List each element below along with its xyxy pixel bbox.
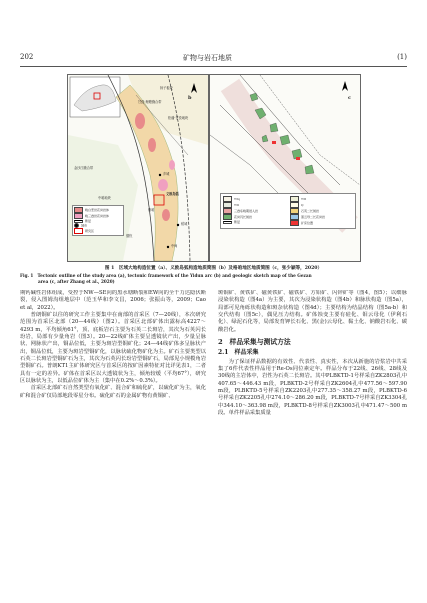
map-b-label-zhongdian: 中甸 (171, 244, 178, 248)
right-column (218, 290, 407, 590)
legend-c-item: 花岗闪长斑岩 (223, 214, 286, 220)
panel-b-label: b (188, 95, 192, 101)
legend-c-item: 断层 (223, 220, 286, 226)
map-b-label-yidun: 义敦岛弧 (166, 192, 179, 196)
geologic-map-c-graphic (210, 75, 360, 261)
paragraph: 普朗铜矿以往的研究工作主要集中在南部的首采区（7—20线），本次研究范围为首采区北部（20—44线）（图2）。首采区北部矿体出露标高4227～4293 m，平均倾角61°，顶、底板岩石主要为石英二长斑岩，其次为石英闪长玢岩，局部有少量角岩（图3）。20—22线矿体主要呈透镜状产出，少量呈脉状、网脉状产出，铜品位低，主要为斑岩型铜矿化；24—44线矿体多呈脉状产出，铜品位低，主要为斑岩型铜矿化，以脉状硫化物矿化为主。矿石主要类型以石英二长斑岩型铜矿石为主，其次为石英闪长玢岩型铜矿石，局部见小规模角岩型铜矿石。普朗KT1主矿体研究区与首采区的按矿因素特征对比详见表1，二者具有一定的差异。矿体在首采区以大透镜状为主，倾角较缓（平均67°），研究区以脉状为主，以低品位矿体为主（集中在0.2%～0.3%）。 (20, 312, 206, 385)
legend-c-item: T3t (290, 196, 353, 202)
section-title: 2 样品采集与测试方法 (218, 338, 291, 347)
issue-number: (1) (397, 53, 407, 61)
panel-c-label: c (348, 95, 352, 101)
legend-b-item: 晚白垩世花岗岩体 (74, 207, 122, 213)
figure-caption-en-line-2: area (c, after Zhang et al., 2020) (38, 278, 115, 284)
paragraph: 首采区北部矿石自然类型有氧化矿、混合矿和硫化矿，以硫化矿为主，氧化矿和混合矿仅局部地段零星分布。硫化矿石的金属矿物有黄铜矿、 (20, 385, 206, 399)
legend-swatch (223, 221, 232, 224)
figure-map-b (67, 74, 209, 262)
legend-b-item: 城市 (74, 223, 122, 228)
header-rule (20, 66, 407, 67)
legend-c-item: T3q (223, 196, 286, 202)
map-c-legend (220, 193, 356, 229)
map-b-label-songpan: 松潘-甘孜地块 (168, 116, 189, 120)
legend-swatch (74, 228, 83, 234)
legend-swatch (290, 220, 299, 226)
legend-c-item: Q (290, 202, 353, 208)
subsection-title: 2.1 样品采集 (218, 349, 259, 357)
legend-b-item: 断层 (74, 219, 122, 223)
map-b-label-xiangcheng: 乡城 (163, 172, 170, 176)
map-b-label-jinshajiang: 金沙江缝合带 (74, 166, 94, 170)
legend-c-item: 三叠系晚期侵入岩 (223, 208, 286, 214)
map-b-label-ganzi-litang: 甘孜-理塘缝合带 (138, 100, 162, 104)
page-number: 202 (20, 53, 34, 61)
paragraph: 期钙碱性岩体组成，受控于NW—SE向的黑水塘断裂和EW向的全干力达隐伏断裂，侵入图姆沟组地层中（范玉华和李文昌，2006；张振山等，2009；Cao et al，2022）。 (20, 290, 206, 311)
paragraph: 斑铜矿、黄铁矿、磁黄铁矿、磁铁矿、方铅矿、闪锌矿等（图4，图5）；以细脉浸染状构造（图4a）为主要，其次为浸染状构造（图4b）和脉状构造（图5a），局部可见角砾状构造和斑杂状构造（图4d）；主要结构为结晶结构（图5a-b）和交代结构（图5c），偶见压力结构。矿体蚀变主要有硅化、钼云母化（伊利石化）、绿泥石化等，局部发育钾长石化、黑(金)云母化、黏土化、钠酸岩石化、碳酸岩化。 (218, 290, 407, 333)
legend-c-item: 矿床位置 (290, 220, 353, 226)
map-b-label-zhongza: 中咱地块 (98, 196, 111, 200)
map-b-legend (72, 205, 124, 236)
journal-title: 矿物与岩石地质 (183, 54, 232, 62)
map-b-label-gezan: 格咱 (148, 208, 155, 212)
legend-b-item: 晚三叠世花岗岩体 (74, 213, 122, 219)
left-column (20, 290, 206, 590)
figure-caption-cn: 图 1 区域大地构造位置（a）、义敦岛弧构造地质简图（b）及格咱地区地质简图（c，张少颖等，2020） (104, 266, 323, 271)
legend-c-item: T3l (223, 202, 286, 208)
legend-c-item: 黑云母二长花岗岩 (290, 214, 353, 220)
figure-caption-en (20, 273, 407, 284)
figure-map-c (209, 74, 361, 262)
map-b-label-deqin: 德钦 (126, 234, 133, 238)
figure-caption-en-line-1: Fig. 1 Tectonic outline of the study area (a), tectonic framework of the Yidun arc (b) and geologic sketch map of the Gezan (20, 273, 312, 278)
paragraph: 为了保证样品数据的有效性、代表性、真实性，本次从新施的岩浆岩中共采集了6件代表性样品用于Re-Os同位素定年。样品分布于22线、26线、28线及30线的主岩体中，岩性为石英二长斑岩。其中PLBKTD-1号样采自ZK2803孔中407.65～446.43 m段，PLBKTD-2号样采自ZK2604孔中477.56～597.90 m段，PLBKTD-5号样采自ZK2203孔中277.35～358.27 m段，PLBKTD-6号样采自ZK2205孔中274.10～286.20 m段，PLBKTD-7号样采自ZK3304孔中344.10～363.98 m段，PLBKTD-8号样采自ZK3003孔中471.47～500 m段。单件样品采集质量 (218, 358, 407, 417)
legend-b-item: 研究区 (74, 228, 122, 234)
map-b-label-yangtze: 扬子板块 (160, 86, 173, 90)
legend-c-item: 石英二长斑岩 (290, 208, 353, 214)
map-b-label-daocheng: 稻城 (181, 222, 188, 226)
